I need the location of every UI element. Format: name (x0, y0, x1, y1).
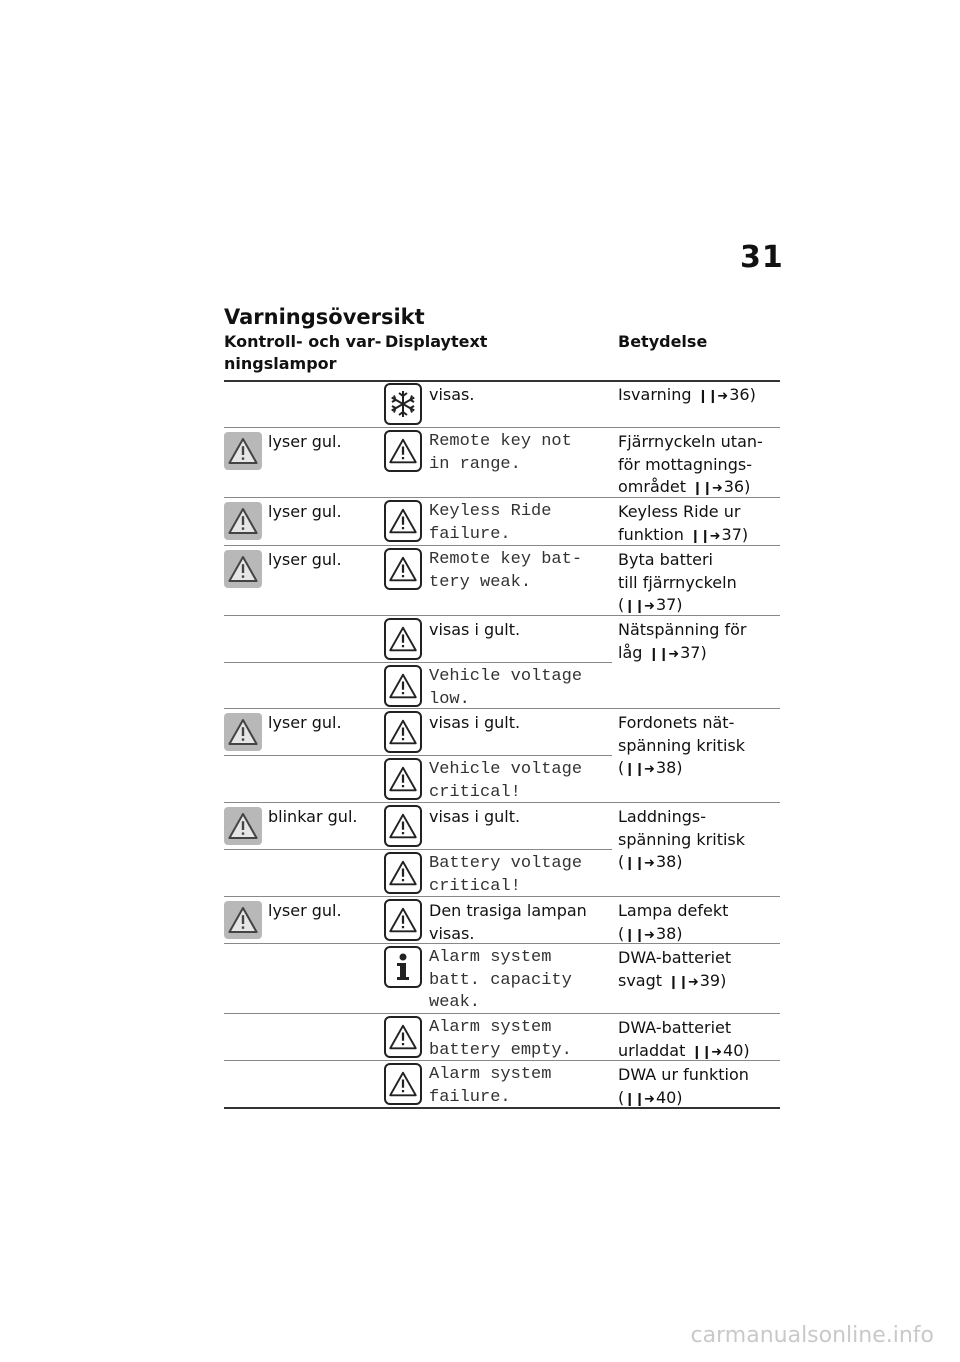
display-text: Alarm system failure. (429, 1065, 552, 1107)
meaning-label: DWA-batteriet svagt (618, 948, 732, 990)
display-text: Vehicle voltage critical! (429, 760, 583, 802)
warning-triangle-icon (384, 711, 422, 753)
page-number: 31 (740, 240, 784, 275)
lamp-status-text: lyser gul. (268, 713, 342, 732)
meaning-text (618, 619, 746, 666)
warning-triangle-icon (384, 500, 422, 542)
snowflake-icon (384, 383, 422, 425)
meaning-text (618, 384, 756, 409)
meaning-label: Isvarning (618, 385, 692, 404)
warning-triangle-icon (384, 618, 422, 660)
display-text: Vehicle voltage low. (429, 667, 583, 709)
table-rule (224, 849, 612, 850)
page-reference[interactable]: 40) (655, 1087, 683, 1107)
warning-lamp-icon (224, 432, 264, 472)
display-text: visas i gult. (429, 713, 521, 732)
column-header-meaning: Betydelse (618, 332, 708, 351)
warning-lamp-icon (224, 901, 264, 941)
footer-watermark: carmanualsonline.info (690, 1323, 934, 1348)
display-text: Remote key not in range. (429, 432, 572, 474)
display-text: visas i gult. (429, 620, 521, 639)
page-reference-arrow-icon: ❙❙➜ (624, 1091, 654, 1107)
warning-triangle-icon (384, 665, 422, 707)
page-reference[interactable]: 38) (655, 923, 683, 943)
warning-lamp-icon (224, 807, 264, 847)
display-text: Battery voltage critical! (429, 854, 583, 896)
meaning-label: Fordonets nät- spänning kritisk ( (618, 713, 746, 777)
page-reference-arrow-icon: ❙❙➜ (689, 528, 720, 544)
meaning-text (618, 712, 745, 782)
meaning-label: Fjärrnyckeln utan- för mottagnings- området (618, 432, 763, 496)
warning-triangle-icon (384, 548, 422, 590)
lamp-status-text: blinkar gul. (268, 807, 358, 826)
warning-triangle-icon (384, 1063, 422, 1105)
warning-triangle-icon (384, 899, 422, 941)
page-reference[interactable]: 37) (721, 524, 749, 544)
page-reference-arrow-icon: ❙❙➜ (624, 927, 654, 943)
meaning-label: Keyless Ride ur funktion (618, 502, 741, 544)
lamp-status-text: lyser gul. (268, 432, 342, 451)
lamp-status-text: lyser gul. (268, 550, 342, 569)
page-reference[interactable]: 40) (723, 1040, 750, 1060)
section-title: Varningsöversikt (224, 305, 425, 329)
column-header-display-text: Displaytext (385, 332, 488, 351)
warning-triangle-icon (384, 430, 422, 472)
meaning-label: DWA-batteriet urladdat (618, 1018, 732, 1060)
display-text: Keyless Ride failure. (429, 502, 552, 544)
display-text: Alarm system batt. capacity weak. (429, 948, 572, 1012)
meaning-label: Laddnings- spänning kritisk ( (618, 807, 746, 871)
page-reference[interactable]: 36) (723, 477, 751, 496)
page-reference-arrow-icon: ❙❙➜ (668, 974, 698, 990)
lamp-status-text: lyser gul. (268, 502, 342, 521)
meaning-label: Byta batteri till fjärrnyckeln ( (618, 550, 737, 614)
meaning-text (618, 900, 728, 947)
meaning-label: DWA ur funktion ( (618, 1065, 749, 1107)
page-reference[interactable]: 38) (655, 852, 683, 871)
warning-triangle-icon (384, 758, 422, 800)
warning-triangle-icon (384, 805, 422, 847)
page-reference-arrow-icon: ❙❙➜ (624, 599, 654, 614)
lamp-status-text: lyser gul. (268, 901, 342, 920)
warning-triangle-icon (384, 1016, 422, 1058)
meaning-label: Lampa defekt ( (618, 901, 729, 943)
meaning-text (618, 806, 745, 876)
table-rule (224, 755, 612, 756)
meaning-text (618, 1064, 749, 1111)
warning-lamp-icon (224, 550, 264, 590)
warning-lamp-icon (224, 502, 264, 542)
meaning-text (618, 1017, 750, 1064)
meaning-label: Nätspänning för låg (618, 620, 747, 662)
meaning-text (618, 501, 748, 548)
page-reference-arrow-icon: ❙❙➜ (624, 856, 654, 871)
display-text: Alarm system battery empty. (429, 1018, 572, 1060)
page-reference-arrow-icon: ❙❙➜ (691, 1044, 722, 1060)
display-text: Den trasiga lampan visas. (429, 901, 587, 943)
meaning-text (618, 549, 737, 619)
page-reference[interactable]: 37) (655, 595, 683, 614)
display-text: visas i gult. (429, 807, 521, 826)
display-text: visas. (429, 385, 475, 404)
page-reference-arrow-icon: ❙❙➜ (692, 481, 722, 496)
page-reference[interactable]: 37) (680, 642, 707, 662)
page-reference[interactable]: 36) (729, 385, 756, 404)
page-reference-arrow-icon: ❙❙➜ (624, 762, 654, 777)
display-text: Remote key bat- tery weak. (429, 550, 583, 592)
table-rule (224, 380, 780, 382)
page-reference[interactable]: 38) (655, 758, 683, 777)
meaning-text (618, 947, 731, 994)
table-rule (224, 662, 612, 663)
column-header-lamps: Kontroll- och var- ningslampor (224, 332, 382, 373)
page-reference[interactable]: 39) (699, 970, 727, 990)
warning-triangle-icon (384, 852, 422, 894)
info-icon (384, 946, 422, 988)
page-reference-arrow-icon: ❙❙➜ (648, 646, 679, 662)
table-rule (224, 427, 780, 428)
warning-lamp-icon (224, 713, 264, 753)
meaning-text (618, 431, 763, 501)
page-reference-arrow-icon: ❙❙➜ (697, 389, 728, 404)
